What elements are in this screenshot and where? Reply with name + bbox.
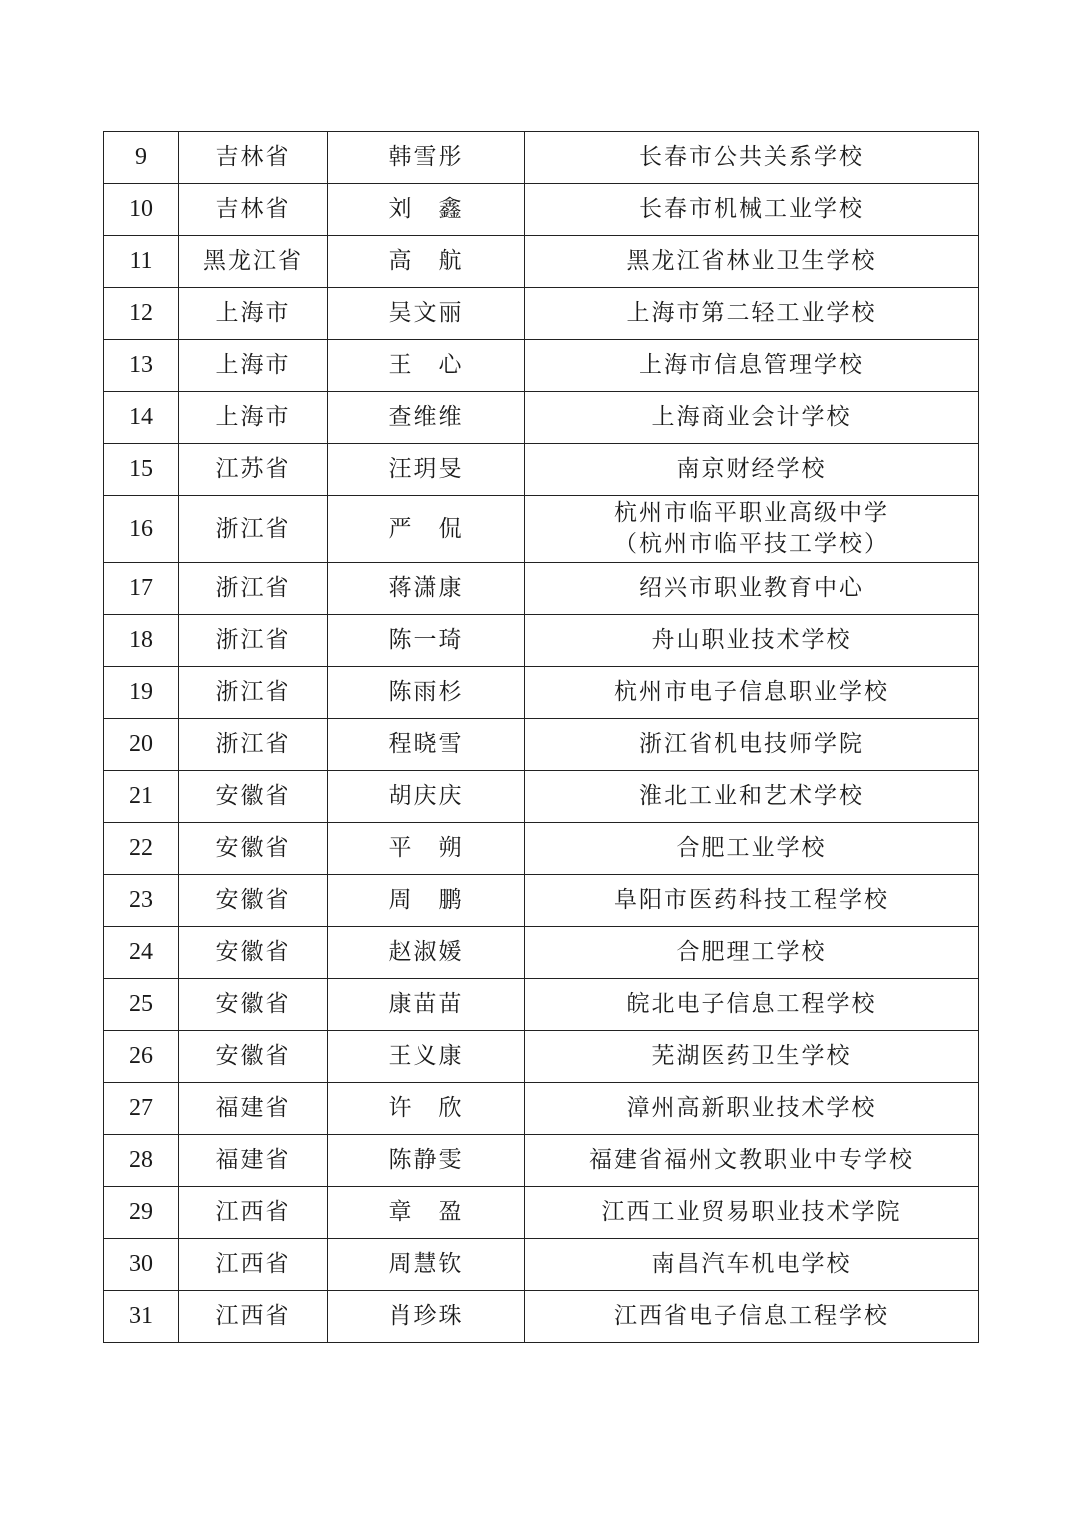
cell-province: 浙江省 <box>179 615 328 667</box>
cell-serial-number: 31 <box>104 1291 179 1343</box>
cell-serial-number: 29 <box>104 1187 179 1239</box>
cell-school <box>525 184 979 236</box>
cell-province: 浙江省 <box>179 667 328 719</box>
cell-school <box>525 927 979 979</box>
cell-serial-number: 27 <box>104 1083 179 1135</box>
table-row <box>104 823 979 875</box>
cell-school <box>525 288 979 340</box>
cell-person-name: 刘 鑫 <box>328 184 525 236</box>
cell-school <box>525 1239 979 1291</box>
cell-person-name: 韩雪彤 <box>328 132 525 184</box>
cell-province: 浙江省 <box>179 719 328 771</box>
cell-person-name: 汪玥旻 <box>328 444 525 496</box>
cell-province: 江西省 <box>179 1239 328 1291</box>
table-row <box>104 1135 979 1187</box>
cell-province: 吉林省 <box>179 184 328 236</box>
table-row <box>104 392 979 444</box>
cell-serial-number: 12 <box>104 288 179 340</box>
cell-school <box>525 875 979 927</box>
cell-serial-number: 15 <box>104 444 179 496</box>
cell-province: 浙江省 <box>179 563 328 615</box>
table-row <box>104 1291 979 1343</box>
cell-person-name: 章 盈 <box>328 1187 525 1239</box>
cell-school <box>525 392 979 444</box>
cell-serial-number: 14 <box>104 392 179 444</box>
cell-serial-number: 10 <box>104 184 179 236</box>
cell-school <box>525 563 979 615</box>
cell-serial-number: 30 <box>104 1239 179 1291</box>
table-row <box>104 340 979 392</box>
school-name-line: 南京财经学校 <box>676 456 827 482</box>
school-name-line: （杭州市临平技工学校） <box>614 531 889 557</box>
cell-person-name: 蒋潇康 <box>328 563 525 615</box>
table-row <box>104 1031 979 1083</box>
cell-school <box>525 667 979 719</box>
cell-province: 安徽省 <box>179 875 328 927</box>
cell-person-name: 吴文丽 <box>328 288 525 340</box>
cell-person-name: 陈静雯 <box>328 1135 525 1187</box>
cell-province: 安徽省 <box>179 927 328 979</box>
cell-school <box>525 132 979 184</box>
table-row <box>104 236 979 288</box>
school-name-line: 淮北工业和艺术学校 <box>639 783 864 809</box>
cell-school <box>525 1031 979 1083</box>
school-name-line: 浙江省机电技师学院 <box>639 731 864 757</box>
table-row <box>104 288 979 340</box>
cell-person-name: 康苗苗 <box>328 979 525 1031</box>
school-name-line: 绍兴市职业教育中心 <box>639 575 864 601</box>
school-name-line: 皖北电子信息工程学校 <box>626 991 877 1017</box>
cell-province: 安徽省 <box>179 979 328 1031</box>
cell-school <box>525 1083 979 1135</box>
cell-province: 黑龙江省 <box>179 236 328 288</box>
cell-person-name: 高 航 <box>328 236 525 288</box>
table-row <box>104 667 979 719</box>
cell-school <box>525 719 979 771</box>
cell-province: 吉林省 <box>179 132 328 184</box>
school-name-line: 上海商业会计学校 <box>651 404 852 430</box>
table-row <box>104 1083 979 1135</box>
table-row <box>104 1239 979 1291</box>
cell-province: 福建省 <box>179 1135 328 1187</box>
cell-school <box>525 444 979 496</box>
cell-serial-number: 17 <box>104 563 179 615</box>
cell-school <box>525 1291 979 1343</box>
cell-province: 上海市 <box>179 392 328 444</box>
school-name-line: 长春市机械工业学校 <box>639 196 864 222</box>
cell-serial-number: 24 <box>104 927 179 979</box>
school-name-line: 长春市公共关系学校 <box>639 144 864 170</box>
school-name-line: 漳州高新职业技术学校 <box>626 1095 877 1121</box>
table-row <box>104 132 979 184</box>
table-row <box>104 875 979 927</box>
cell-school <box>525 340 979 392</box>
cell-person-name: 肖珍珠 <box>328 1291 525 1343</box>
table-row <box>104 979 979 1031</box>
cell-serial-number: 11 <box>104 236 179 288</box>
cell-serial-number: 22 <box>104 823 179 875</box>
school-name-line: 南昌汽车机电学校 <box>651 1251 852 1277</box>
table-row <box>104 563 979 615</box>
cell-serial-number: 26 <box>104 1031 179 1083</box>
school-name-line: 芜湖医药卫生学校 <box>651 1043 852 1069</box>
table-row <box>104 444 979 496</box>
cell-serial-number: 28 <box>104 1135 179 1187</box>
cell-serial-number: 18 <box>104 615 179 667</box>
cell-serial-number: 20 <box>104 719 179 771</box>
cell-serial-number: 9 <box>104 132 179 184</box>
cell-province: 浙江省 <box>179 496 328 563</box>
cell-person-name: 周 鹏 <box>328 875 525 927</box>
cell-school <box>525 236 979 288</box>
cell-person-name: 陈雨杉 <box>328 667 525 719</box>
table-row <box>104 719 979 771</box>
school-name-line: 江西工业贸易职业技术学院 <box>601 1199 902 1225</box>
cell-school <box>525 771 979 823</box>
cell-province: 安徽省 <box>179 771 328 823</box>
table-row <box>104 184 979 236</box>
school-name-line: 合肥工业学校 <box>676 835 827 861</box>
cell-school <box>525 823 979 875</box>
cell-school <box>525 615 979 667</box>
cell-province: 江西省 <box>179 1291 328 1343</box>
table-row <box>104 771 979 823</box>
cell-province: 江西省 <box>179 1187 328 1239</box>
school-name-line: 上海市第二轻工业学校 <box>626 300 877 326</box>
school-name-line: 杭州市临平职业高级中学 <box>614 500 889 526</box>
cell-person-name: 查维维 <box>328 392 525 444</box>
cell-person-name: 平 朔 <box>328 823 525 875</box>
cell-serial-number: 19 <box>104 667 179 719</box>
school-name-line: 舟山职业技术学校 <box>651 627 852 653</box>
cell-person-name: 王义康 <box>328 1031 525 1083</box>
cell-serial-number: 13 <box>104 340 179 392</box>
roster-table-body <box>104 132 979 1343</box>
cell-person-name: 许 欣 <box>328 1083 525 1135</box>
cell-person-name: 王 心 <box>328 340 525 392</box>
cell-school <box>525 1187 979 1239</box>
table-row <box>104 615 979 667</box>
cell-school <box>525 1135 979 1187</box>
table-row <box>104 1187 979 1239</box>
cell-province: 江苏省 <box>179 444 328 496</box>
cell-province: 上海市 <box>179 288 328 340</box>
school-name-line: 合肥理工学校 <box>676 939 827 965</box>
cell-serial-number: 16 <box>104 496 179 563</box>
cell-province: 福建省 <box>179 1083 328 1135</box>
cell-serial-number: 25 <box>104 979 179 1031</box>
cell-serial-number: 21 <box>104 771 179 823</box>
table-row <box>104 927 979 979</box>
cell-person-name: 程晓雪 <box>328 719 525 771</box>
cell-province: 安徽省 <box>179 1031 328 1083</box>
cell-person-name: 严 侃 <box>328 496 525 563</box>
school-name-line: 杭州市电子信息职业学校 <box>614 679 889 705</box>
cell-person-name: 胡庆庆 <box>328 771 525 823</box>
roster-table <box>103 131 979 1343</box>
cell-person-name: 周慧钦 <box>328 1239 525 1291</box>
cell-person-name: 陈一琦 <box>328 615 525 667</box>
cell-province: 安徽省 <box>179 823 328 875</box>
table-row <box>104 496 979 563</box>
cell-school <box>525 979 979 1031</box>
school-name-line: 福建省福州文教职业中专学校 <box>589 1147 914 1173</box>
cell-province: 上海市 <box>179 340 328 392</box>
school-name-line: 江西省电子信息工程学校 <box>614 1303 889 1329</box>
school-name-line: 上海市信息管理学校 <box>639 352 864 378</box>
school-name-line: 阜阳市医药科技工程学校 <box>614 887 889 913</box>
cell-school <box>525 496 979 563</box>
cell-person-name: 赵淑媛 <box>328 927 525 979</box>
school-name-line: 黑龙江省林业卫生学校 <box>626 248 877 274</box>
cell-serial-number: 23 <box>104 875 179 927</box>
